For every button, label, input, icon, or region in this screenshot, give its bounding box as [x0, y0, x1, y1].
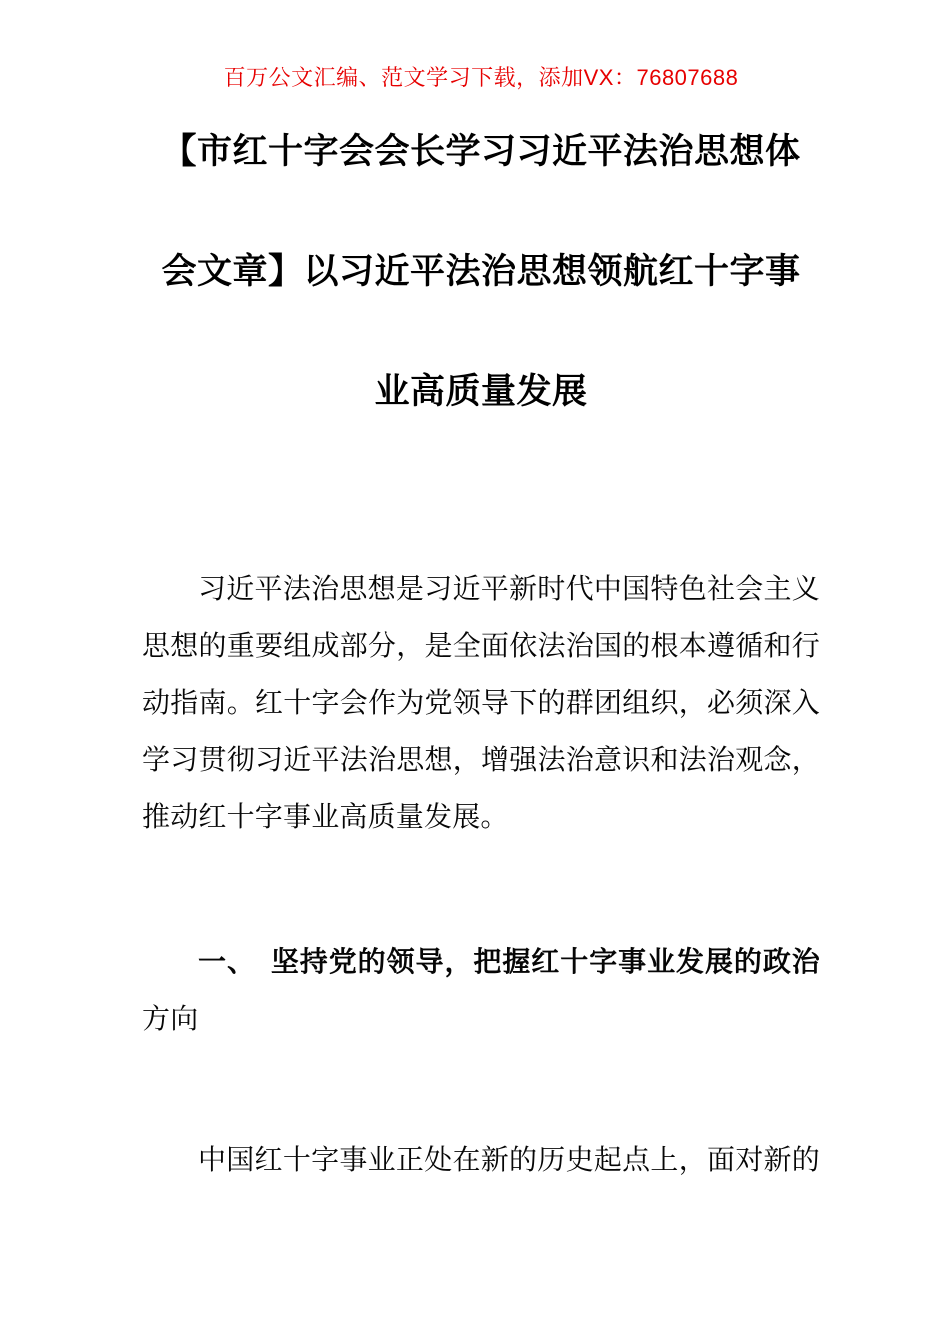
paragraph-2: [142, 1131, 820, 1188]
paragraph-1: [142, 560, 820, 845]
document-title: [142, 92, 820, 452]
promo-banner-text: 百万公文汇编、范文学习下载，添加VX：76807688: [223, 65, 739, 90]
paragraph-1-line-4: 学习贯彻习近平法治思想，增强法治意识和法治观念，: [142, 744, 820, 775]
section-heading-1-line-2: 方向: [142, 1003, 199, 1034]
paragraph-1-line-3: 动指南。红十字会作为党领导下的群团组织，必须深入: [142, 687, 820, 718]
paragraph-1-line-1: 习近平法治思想是习近平新时代中国特色社会主义: [198, 573, 820, 604]
paragraph-2-line-1: 中国红十字事业正处在新的历史起点上，面对新的: [198, 1144, 820, 1175]
section-heading-1-line-1: 一、 坚持党的领导，把握红十字事业发展的政治: [198, 946, 820, 977]
paragraph-1-line-5: 推动红十字事业高质量发展。: [142, 801, 509, 832]
section-heading-1: [142, 933, 820, 1047]
title-line-1: 【市红十字会会长学习习近平法治思想体: [161, 132, 801, 171]
paragraph-1-line-2: 思想的重要组成部分，是全面依法治国的根本遵循和行: [142, 630, 820, 661]
title-line-3: 业高质量发展: [374, 372, 588, 411]
title-line-2: 会文章】以习近平法治思想领航红十字事: [161, 252, 801, 291]
